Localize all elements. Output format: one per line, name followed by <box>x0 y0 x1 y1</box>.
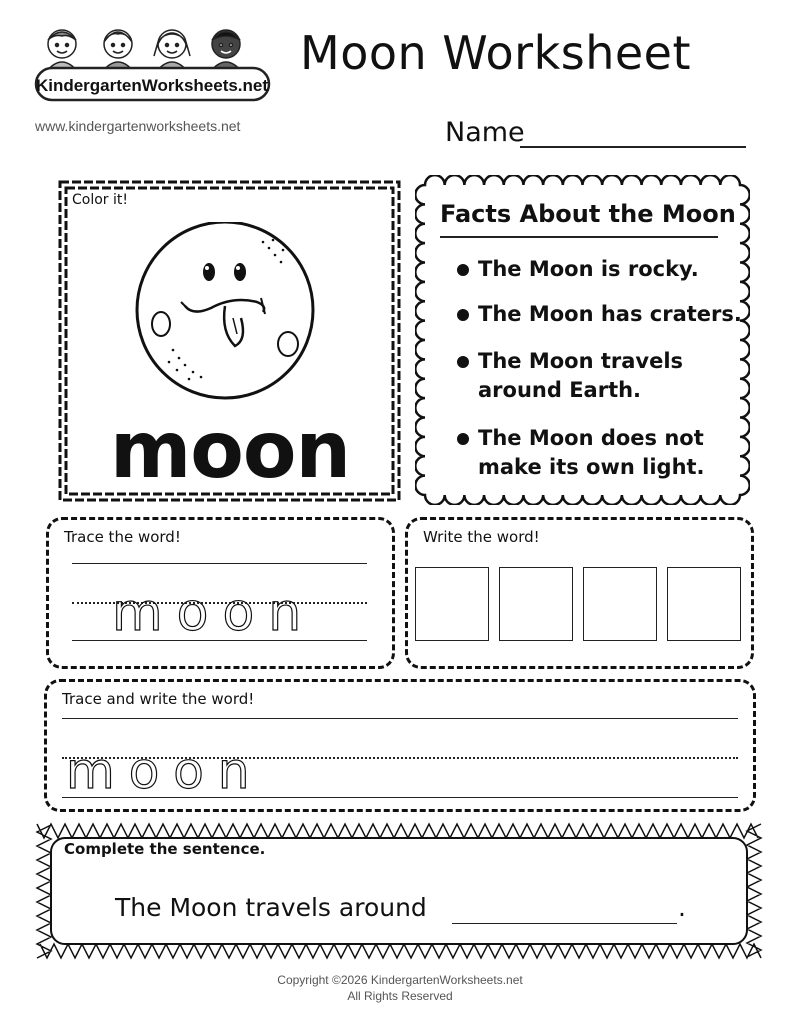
sentence-text: The Moon travels around <box>115 893 427 922</box>
copyright-line: Copyright ©2026 KindergartenWorksheets.net <box>277 973 523 987</box>
site-logo <box>30 22 275 112</box>
facts-title-underline <box>440 236 718 238</box>
color-word: moon <box>110 406 350 496</box>
write-letter-cell[interactable] <box>415 567 489 641</box>
fact-bullet <box>457 433 469 445</box>
site-url: www.kindergartenworksheets.net <box>35 118 241 134</box>
fact-bullet <box>457 309 469 321</box>
trace-write-top-line <box>62 718 738 719</box>
write-letter-cell[interactable] <box>583 567 657 641</box>
write-word-label: Write the word! <box>423 528 540 546</box>
fact-item: The Moon travels around Earth. <box>478 349 684 402</box>
sentence-period: . <box>678 893 686 922</box>
kids-illustration-icon <box>46 30 242 72</box>
name-field-line[interactable] <box>520 146 746 148</box>
trace-word-label: Trace the word! <box>64 528 181 546</box>
moon-face-icon[interactable] <box>133 222 318 402</box>
fact-bullet <box>457 356 469 368</box>
logo-text: KindergartenWorksheets.net <box>35 76 269 95</box>
rights-line: All Rights Reserved <box>347 989 453 1003</box>
facts-title: Facts About the Moon <box>440 200 736 228</box>
fact-item: The Moon has craters. <box>478 302 742 326</box>
sentence-label: Complete the sentence. <box>64 840 266 858</box>
sentence-answer-blank[interactable] <box>452 923 677 924</box>
trace-and-write-label: Trace and write the word! <box>62 690 255 708</box>
copyright <box>0 972 800 1004</box>
trace-top-line <box>72 563 367 564</box>
page-title: Moon Worksheet <box>300 26 691 80</box>
fact-item: The Moon is rocky. <box>478 257 699 281</box>
trace-word-dotted[interactable]: moon <box>112 583 316 643</box>
name-label: Name <box>445 117 525 148</box>
trace-write-word-dotted[interactable]: moon <box>66 742 264 800</box>
write-letter-cell[interactable] <box>667 567 741 641</box>
write-letter-cell[interactable] <box>499 567 573 641</box>
fact-item: The Moon does not make its own light. <box>478 426 705 479</box>
color-it-label: Color it! <box>72 192 128 208</box>
fact-bullet <box>457 264 469 276</box>
